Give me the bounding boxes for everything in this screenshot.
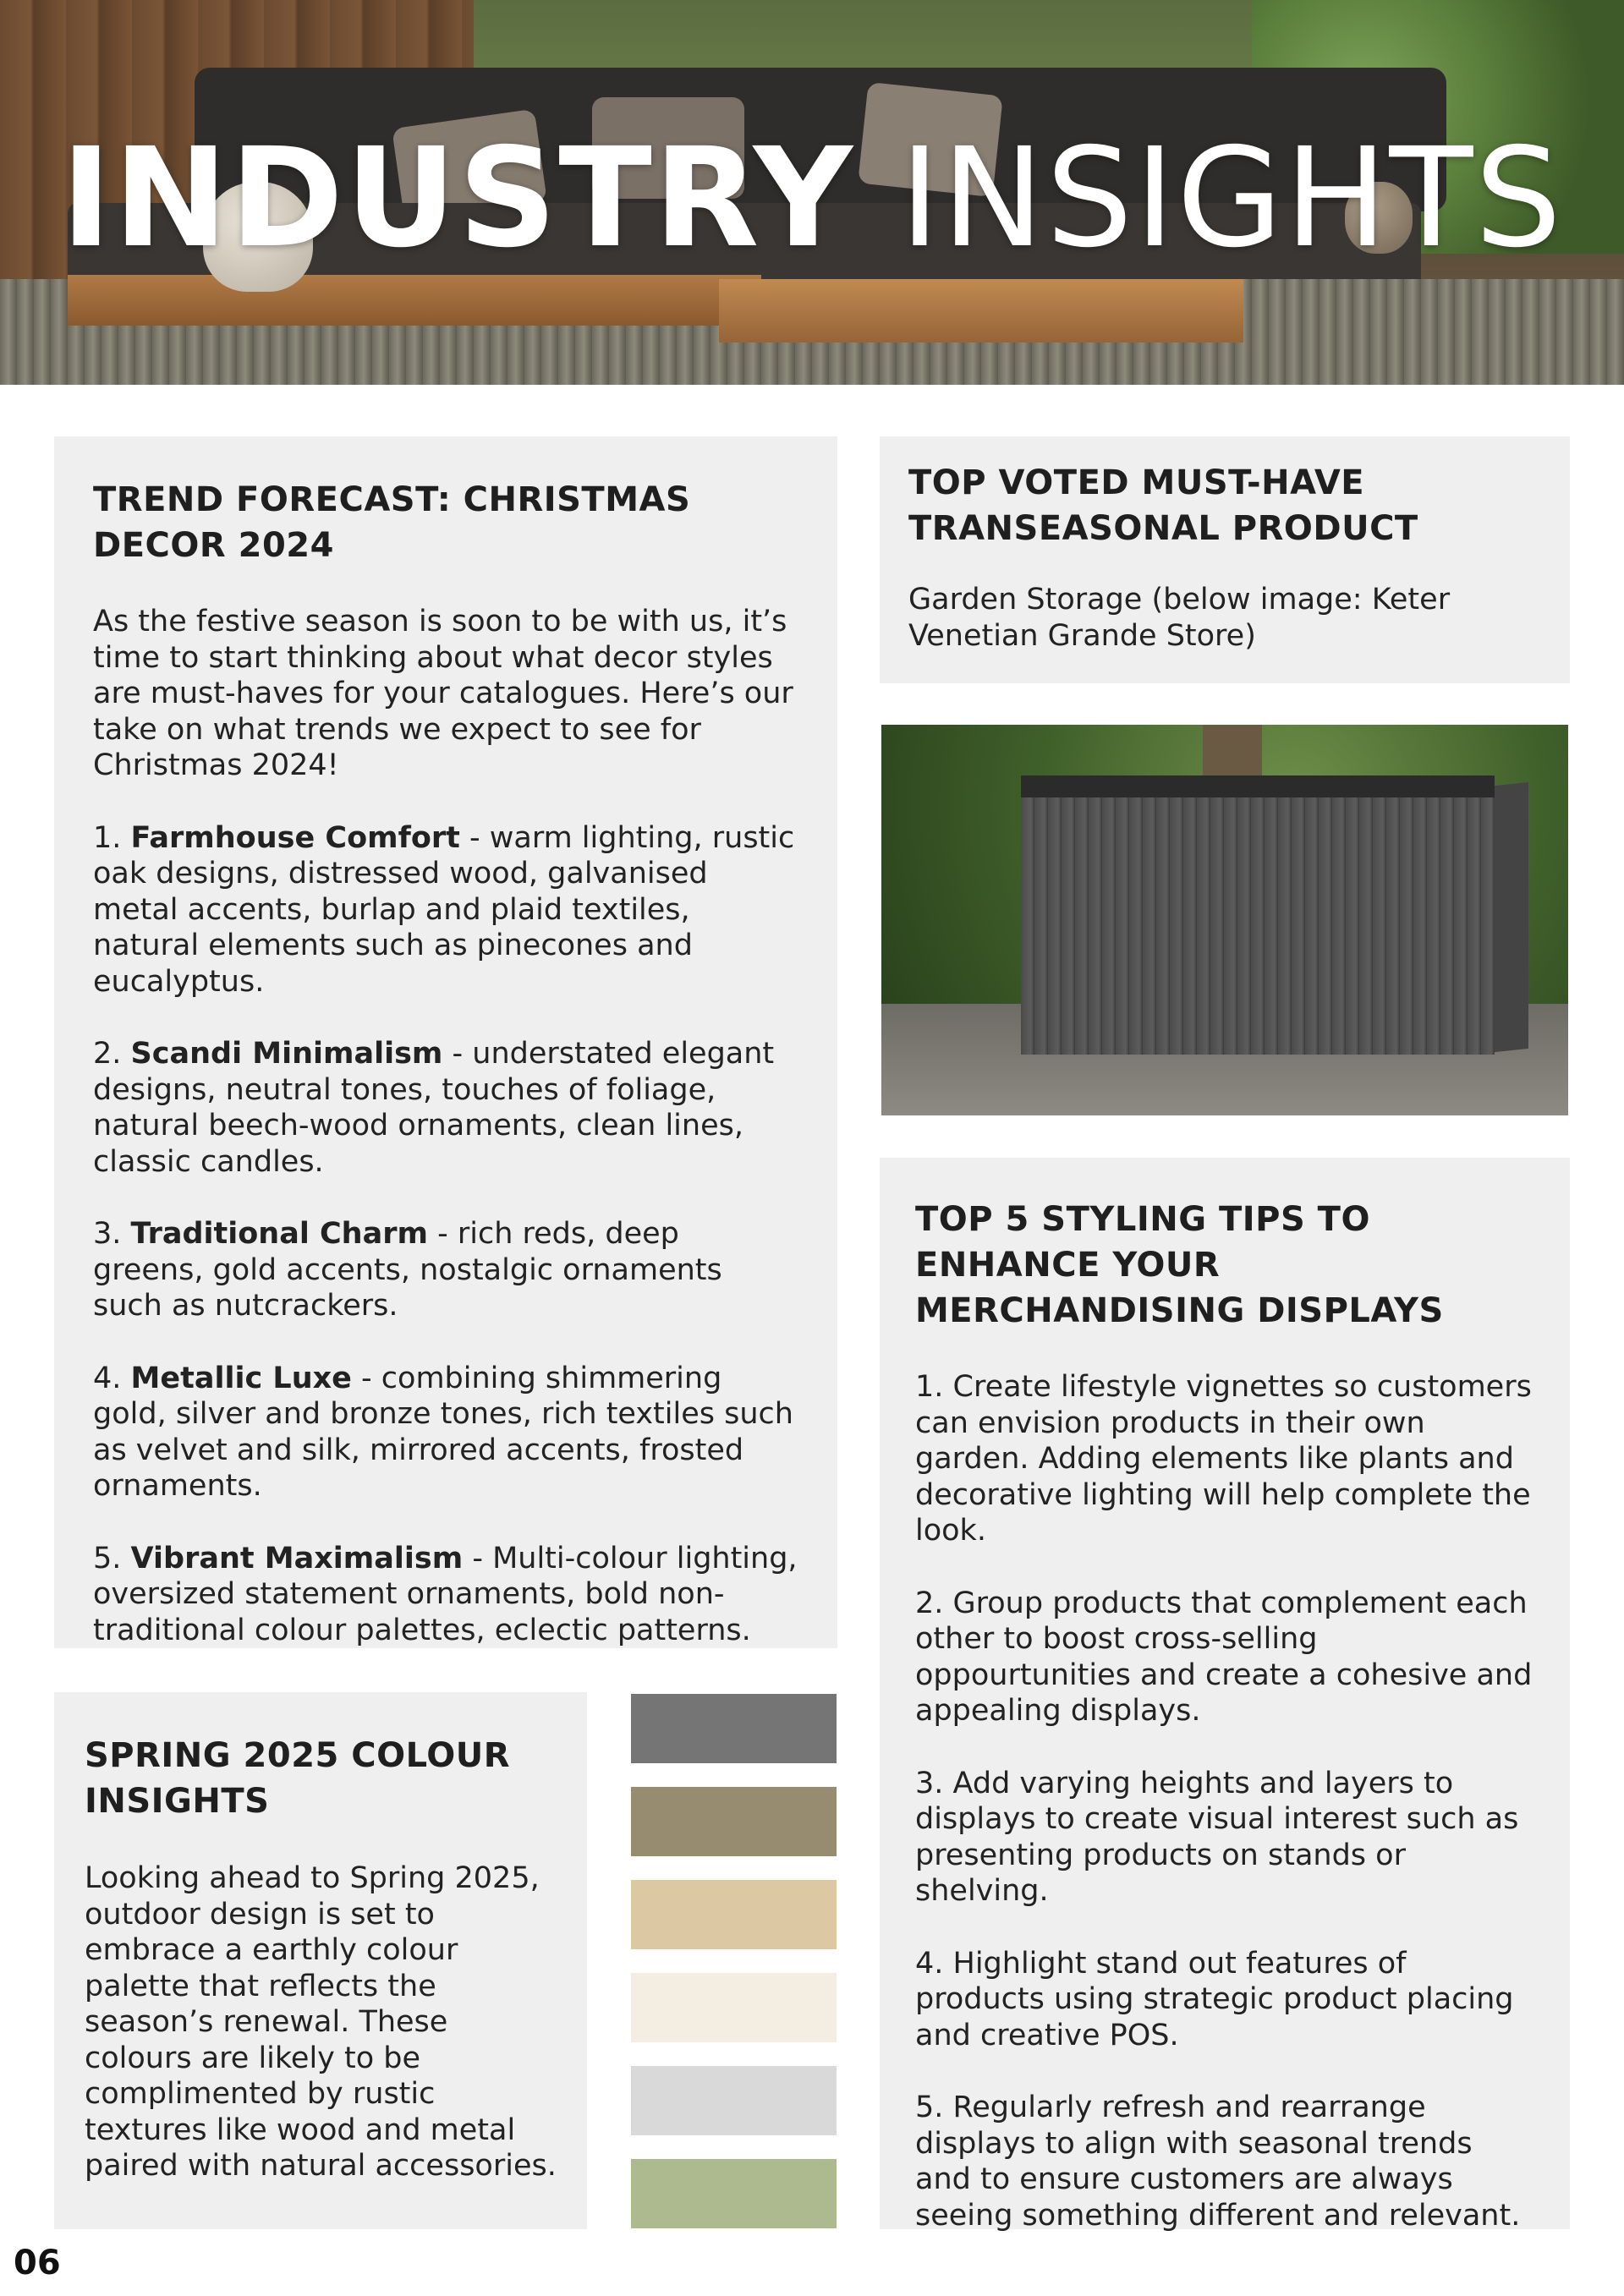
colour-swatch-sand	[631, 1880, 837, 1949]
styling-tip: 2. Group products that complement each other to boost cross-selling oppourtunities and create a cohesive and appealing displays.	[915, 1586, 1533, 1728]
photo-storage-shed	[1021, 775, 1495, 1055]
trend-forecast-panel	[54, 436, 837, 1648]
photo-storage-shed-side	[1495, 782, 1528, 1052]
trend-item-title: Traditional Charm	[130, 1217, 428, 1251]
hero-wooden-platform	[68, 275, 761, 326]
trend-item-number: 4.	[93, 1361, 122, 1395]
styling-tip: 1. Create lifestyle vignettes so customers can envision products in their own garden. Adding elements like plants and decorative lighting will help complete the look.	[915, 1370, 1532, 1548]
trend-item-text: - combining shimmering gold, silver and bronze tones, rich textiles such as velvet and silk, mirrored accents, frosted ornaments.	[93, 1361, 793, 1503]
trend-item-number: 3.	[93, 1217, 122, 1251]
trend-item-text: - rich reds, deep greens, gold accents, nostalgic ornaments such as nutcrackers.	[93, 1217, 722, 1323]
styling-tip: 3. Add varying heights and layers to displays to create visual interest such as presenting products on stands or shelving.	[915, 1766, 1519, 1908]
trend-item-number: 5.	[93, 1541, 122, 1575]
hero-banner	[0, 0, 1624, 385]
page-title	[0, 119, 1624, 278]
styling-tips-heading: TOP 5 STYLING TIPS TO ENHANCE YOUR MERCHANDISING DISPLAYS	[915, 1200, 1444, 1330]
trend-item-text: - warm lighting, rustic oak designs, distressed wood, galvanised metal accents, burlap and plaid textiles, natural elements such as pinecones and eucalyptus.	[93, 820, 795, 999]
page-number: 06	[14, 2244, 61, 2282]
trend-forecast-heading: TREND FORECAST: CHRISTMAS DECOR 2024	[93, 480, 691, 565]
trend-item-title: Vibrant Maximalism	[130, 1541, 464, 1575]
colour-swatch-olive-taupe	[631, 1787, 837, 1856]
top-voted-text: Garden Storage (below image: Keter Venetian Grande Store)	[908, 583, 1451, 653]
spring-colour-text: Looking ahead to Spring 2025, outdoor design is set to embrace a earthly colour palette that reflects the season’s renewal. These colours are likely to be complimented by rustic textures like wood and metal paired with natural accessories.	[85, 1861, 557, 2183]
trend-item-title: Scandi Minimalism	[130, 1037, 443, 1071]
trend-forecast-intro: As the festive season is soon to be with us, it’s time to start thinking about what decor styles are must-haves for your catalogues. Here’s our take on what trends we expect to see for Christmas 2024!	[93, 605, 793, 782]
hero-coffee-table	[719, 279, 1243, 342]
trend-item-title: Farmhouse Comfort	[130, 820, 460, 855]
spring-colour-heading: SPRING 2025 COLOUR INSIGHTS	[85, 1736, 511, 1821]
styling-tips-panel	[880, 1158, 1570, 2233]
styling-tip: 4. Highlight stand out features of products using strategic product placing and creative POS.	[915, 1946, 1514, 2052]
trend-item-text: - Multi-colour lighting, oversized statement ornaments, bold non-traditional colour palettes, eclectic patterns.	[93, 1541, 798, 1647]
spring-colour-panel	[54, 1692, 587, 2229]
top-voted-panel	[880, 436, 1570, 683]
trend-item-number: 1.	[93, 820, 122, 855]
page-title-bold: INDUSTRY	[60, 119, 855, 278]
trend-item-title: Metallic Luxe	[130, 1361, 352, 1395]
trend-item	[93, 1361, 798, 1504]
styling-tip: 5. Regularly refresh and rearrange displays to align with seasonal trends and to ensure customers are always seeing something different and relevant.	[915, 2091, 1521, 2233]
top-voted-heading: TOP VOTED MUST-HAVE TRANSEASONAL PRODUCT	[908, 463, 1418, 548]
trend-item-number: 2.	[93, 1037, 122, 1071]
colour-swatch-light-grey	[631, 2066, 837, 2135]
trend-item-text: - understated elegant designs, neutral tones, touches of foliage, natural beech-wood ornaments, clean lines, classic candles.	[93, 1037, 775, 1179]
colour-swatch-sage	[631, 2159, 837, 2228]
trend-item	[93, 1541, 798, 1649]
garden-storage-photo	[881, 725, 1568, 1115]
page-title-light: INSIGHTS	[899, 119, 1564, 278]
trend-item	[93, 1216, 798, 1324]
trend-item	[93, 820, 798, 1000]
trend-item	[93, 1036, 798, 1180]
colour-swatch-grey	[631, 1694, 837, 1763]
colour-swatch-cream	[631, 1973, 837, 2042]
